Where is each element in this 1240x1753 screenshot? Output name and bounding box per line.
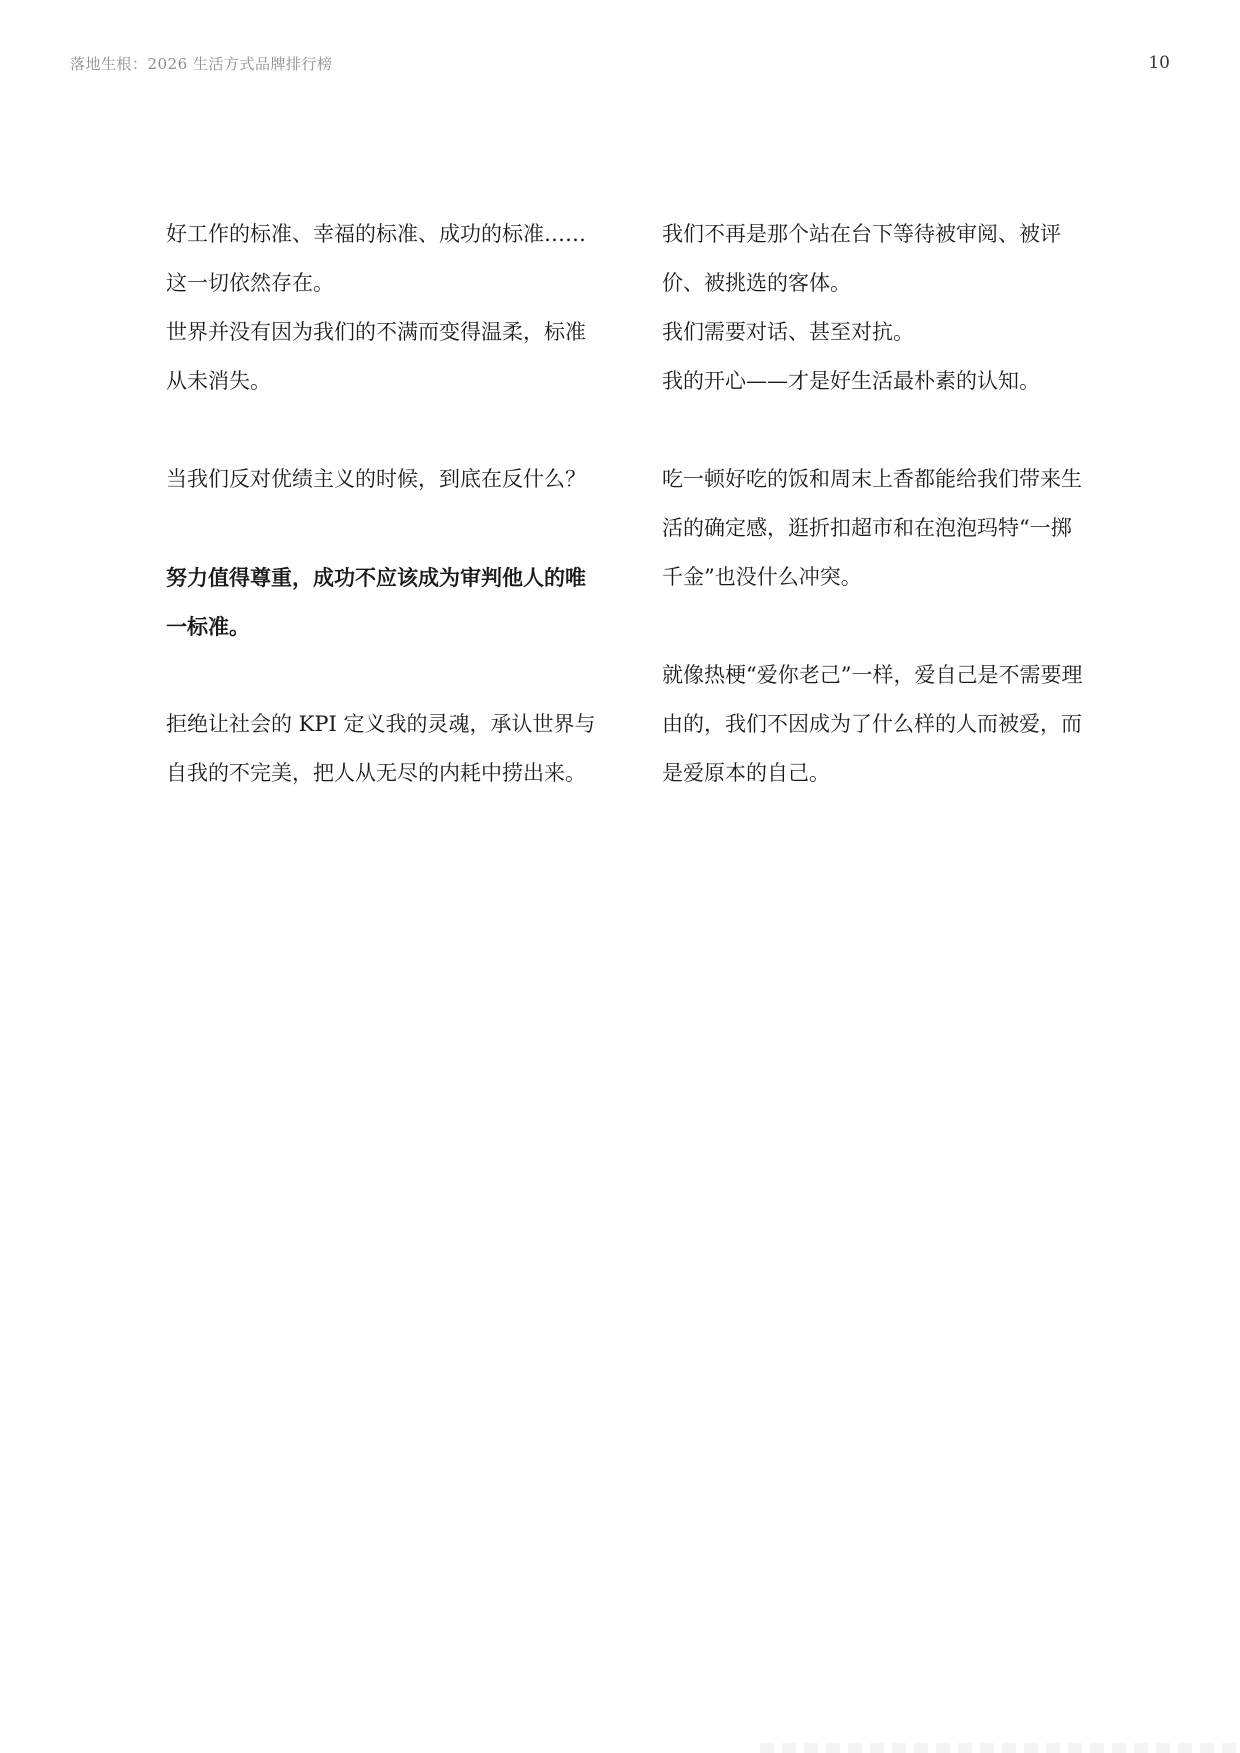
paragraph-dialogue: 我们不再是那个站在台下等待被审阅、被评价、被挑选的客体。 我们需要对话、甚至对抗。 我的开心——才是好生活最朴素的认知。 (662, 222, 1061, 393)
paragraph-love-self: 就像热梗“爱你老己”一样，爱自己是不需要理由的，我们不因成为了什么样的人而被爱，而是爱原本的自己。 (662, 663, 1083, 785)
footer-decorative-strip (760, 1743, 1240, 1753)
running-header-title: 落地生根：2026 生活方式品牌排行榜 (70, 55, 333, 73)
paragraph-question: 当我们反对优绩主义的时候，到底在反什么？ (166, 467, 586, 491)
left-text-column (166, 210, 596, 847)
paragraph-bold-statement: 努力值得尊重，成功不应该成为审判他人的唯一标准。 (166, 565, 586, 639)
paragraph-standards: 好工作的标准、幸福的标准、成功的标准……这一切依然存在。 世界并没有因为我们的不满而变得温柔，标准从未消失。 (166, 222, 586, 393)
paragraph-kpi: 拒绝让社会的 KPI 定义我的灵魂，承认世界与自我的不完美，把人从无尽的内耗中捞出来。 (166, 712, 596, 785)
paragraph-certainty: 吃一顿好吃的饭和周末上香都能给我们带来生活的确定感，逛折扣超市和在泡泡玛特“一掷千金”也没什么冲突。 (662, 467, 1082, 589)
right-text-column (662, 210, 1092, 847)
page-number: 10 (1148, 53, 1170, 73)
